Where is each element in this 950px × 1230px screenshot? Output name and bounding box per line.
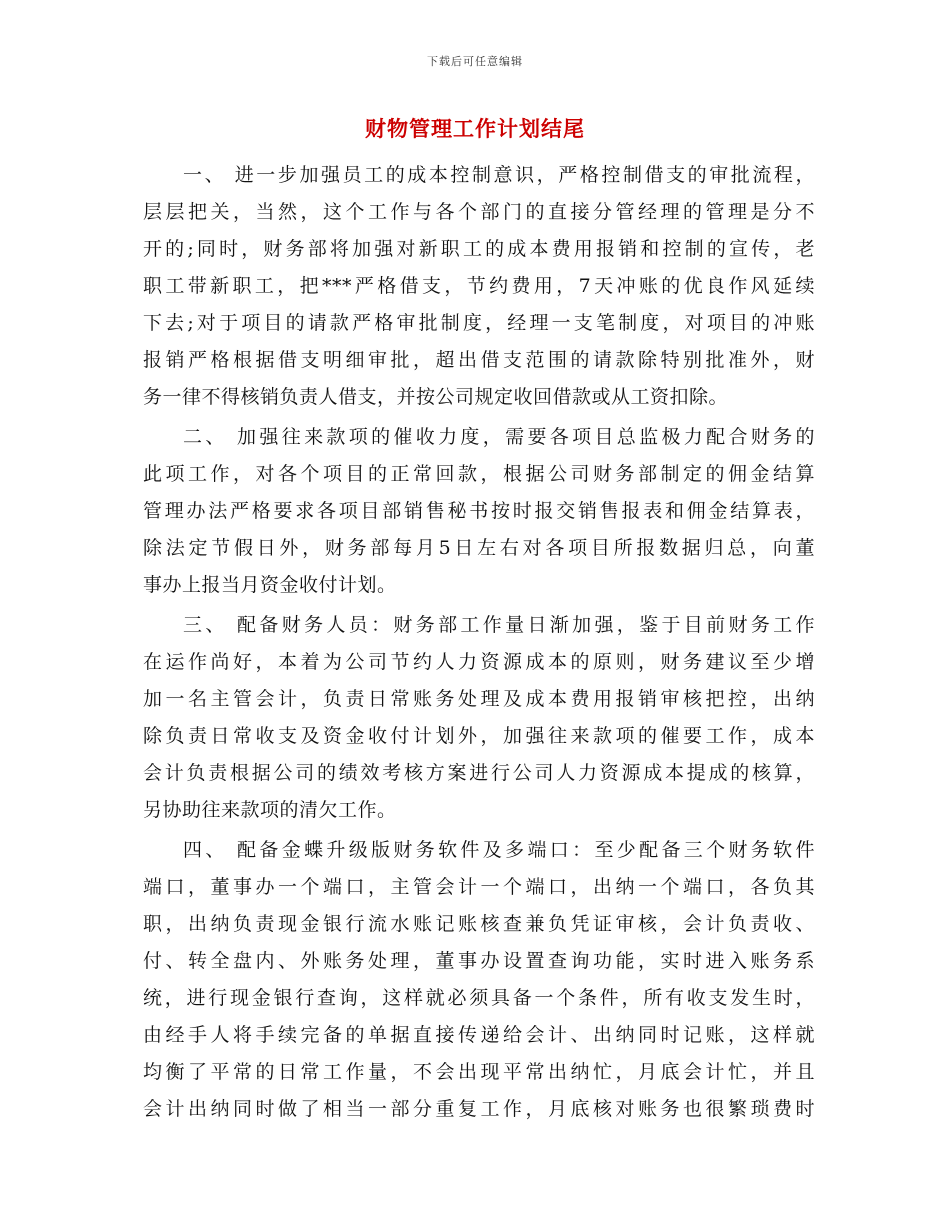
paragraph-line: 除法定节假日外，财务部每月5日左右对各项目所报数据归总，向董 <box>143 537 815 559</box>
paragraph-line: 管理办法严格要求各项目部销售秘书按时报交销售报表和佣金结算表， <box>143 500 815 522</box>
paragraph-line: 职，出纳负责现金银行流水账记账核查兼负凭证审核，会计负责收、 <box>143 913 815 935</box>
paragraph-line: 会计负责根据公司的绩效考核方案进行公司人力资源成本提成的核算， <box>143 762 815 784</box>
paragraph-2 <box>143 419 815 604</box>
paragraph-3 <box>143 607 815 829</box>
paragraph-line: 在运作尚好，本着为公司节约人力资源成本的原则，财务建议至少增 <box>143 651 815 673</box>
paragraph-line: 二、 加强往来款项的催收力度，需要各项目总监极力配合财务的 <box>183 426 815 448</box>
paragraph-line: 三、 配备财务人员：财务部工作量日渐加强，鉴于目前财务工作 <box>183 614 815 636</box>
paragraph-line: 付、转全盘内、外账务处理，董事办设置查询功能，实时进入账务系 <box>143 950 815 972</box>
paragraph-line: 职工带新职工，把***严格借支，节约费用，7天冲账的优良作风延续 <box>143 275 815 297</box>
paragraph-line: 务一律不得核销负责人借支，并按公司规定收回借款或从工资扣除。 <box>143 386 729 408</box>
paragraph-line: 开的;同时，财务部将加强对新职工的成本费用报销和控制的宣传，老 <box>143 238 815 260</box>
paragraph-line: 会计出纳同时做了相当一部分重复工作，月底核对账务也很繁琐费时 <box>143 1098 815 1120</box>
paragraph-line: 事办上报当月资金收付计划。 <box>143 574 397 596</box>
paragraph-line: 统，进行现金银行查询，这样就必须具备一个条件，所有收支发生时， <box>143 987 815 1009</box>
paragraph-line: 四、 配备金蝶升级版财务软件及多端口：至少配备三个财务软件 <box>183 839 815 861</box>
paragraph-line: 层层把关，当然，这个工作与各个部门的直接分管经理的管理是分不 <box>143 201 815 223</box>
paragraph-line: 端口，董事办一个端口，主管会计一个端口，出纳一个端口，各负其 <box>143 876 815 898</box>
paragraph-line: 一、 进一步加强员工的成本控制意识，严格控制借支的审批流程， <box>183 164 815 186</box>
paragraph-line: 加一名主管会计，负责日常账务处理及成本费用报销审核把控，出纳 <box>143 688 815 710</box>
document-body <box>143 157 815 1128</box>
paragraph-line: 除负责日常收支及资金收付计划外，加强往来款项的催要工作，成本 <box>143 725 815 747</box>
paragraph-line: 下去;对于项目的请款严格审批制度，经理一支笔制度，对项目的冲账 <box>143 312 815 334</box>
paragraph-4 <box>143 832 815 1128</box>
paragraph-line: 此项工作，对各个项目的正常回款，根据公司财务部制定的佣金结算 <box>143 463 815 485</box>
document-title: 财物管理工作计划结尾 <box>365 116 585 141</box>
paragraph-line: 均衡了平常的日常工作量，不会出现平常出纳忙，月底会计忙，并且 <box>143 1061 815 1083</box>
header-note: 下载后可任意编辑 <box>427 55 523 68</box>
paragraph-1 <box>143 157 815 416</box>
paragraph-line: 由经手人将手续完备的单据直接传递给会计、出纳同时记账，这样就 <box>143 1024 815 1046</box>
paragraph-line: 另协助往来款项的清欠工作。 <box>143 799 397 821</box>
paragraph-line: 报销严格根据借支明细审批，超出借支范围的请款除特别批准外，财 <box>143 349 815 371</box>
